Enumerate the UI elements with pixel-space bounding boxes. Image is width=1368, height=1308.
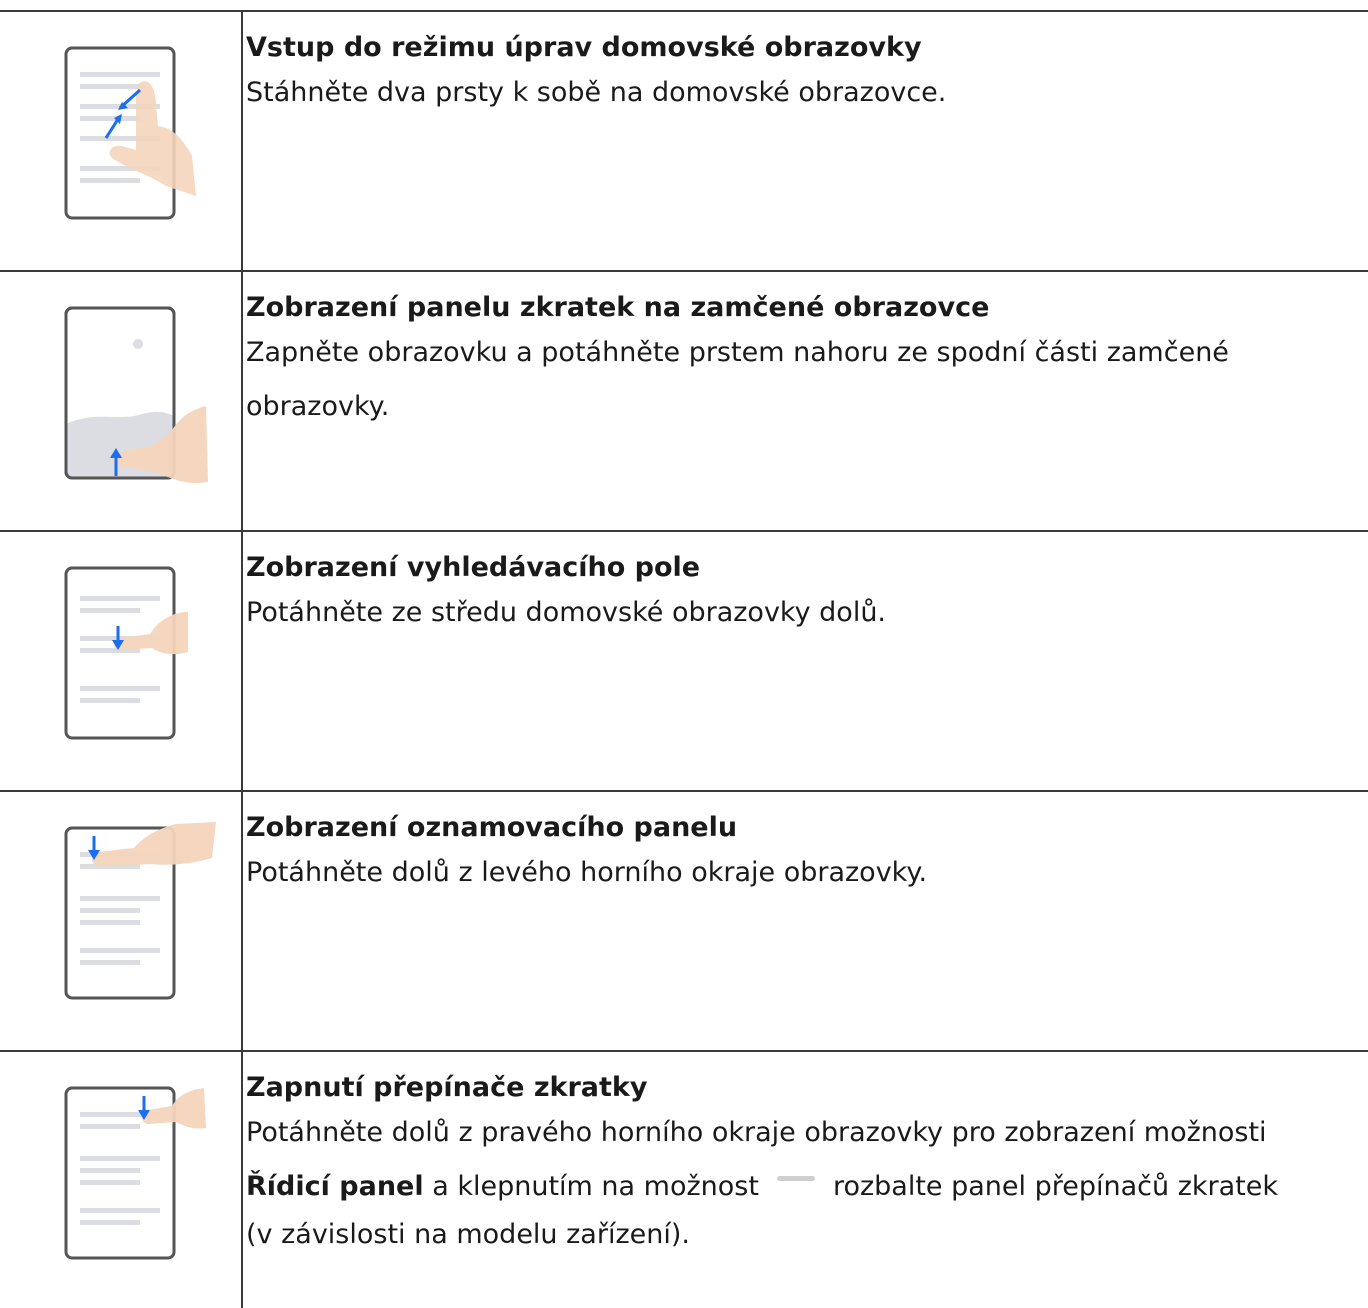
- row-description: Potáhněte dolů z levého horního okraje obrazovky.: [246, 857, 928, 888]
- expand-handle-icon: [777, 1176, 815, 1181]
- row-title: Zobrazení oznamovacího panelu: [246, 812, 738, 843]
- row-description: Zapněte obrazovku a potáhněte prstem nahoru ze spodní části zamčené obrazovky.: [246, 337, 1229, 422]
- row-title: Zobrazení vyhledávacího pole: [246, 552, 701, 583]
- row-description: Potáhněte ze středu domovské obrazovky dolů.: [246, 597, 887, 628]
- row-content: [246, 30, 1364, 120]
- row-content: [246, 1070, 1364, 1256]
- row-description-line2: [246, 1160, 1364, 1214]
- row-divider: [0, 270, 1368, 272]
- swipe-down-center-icon: [56, 566, 184, 752]
- swipe-down-left-icon: [56, 826, 184, 1012]
- swipe-down-right-icon: [56, 1086, 184, 1272]
- table-border-top: [0, 10, 1368, 12]
- row-description: Stáhněte dva prsty k sobě na domovské obrazovce.: [246, 77, 947, 108]
- row-divider: [0, 1050, 1368, 1052]
- desc-part3: rozbalte panel přepínačů zkratek: [832, 1171, 1278, 1202]
- row-title: Zapnutí přepínače zkratky: [246, 1072, 648, 1103]
- row-content: [246, 550, 1364, 640]
- desc-part2: a klepnutím na možnost: [432, 1171, 759, 1202]
- row-title: Vstup do režimu úprav domovské obrazovky: [246, 32, 922, 63]
- row-title: Zobrazení panelu zkratek na zamčené obrazovce: [246, 292, 990, 323]
- row-divider: [0, 790, 1368, 792]
- row-divider: [0, 530, 1368, 532]
- row-description-line1: Potáhněte dolů z pravého horního okraje obrazovky pro zobrazení možnosti: [246, 1117, 1267, 1148]
- column-divider: [241, 10, 243, 1308]
- control-panel-label: Řídicí panel: [246, 1171, 424, 1202]
- pinch-gesture-icon: [56, 46, 184, 232]
- row-content: [246, 290, 1364, 434]
- swipe-up-lockscreen-icon: [56, 306, 184, 492]
- row-content: [246, 810, 1364, 900]
- row-description-line3: (v závislosti na modelu zařízení).: [246, 1219, 690, 1250]
